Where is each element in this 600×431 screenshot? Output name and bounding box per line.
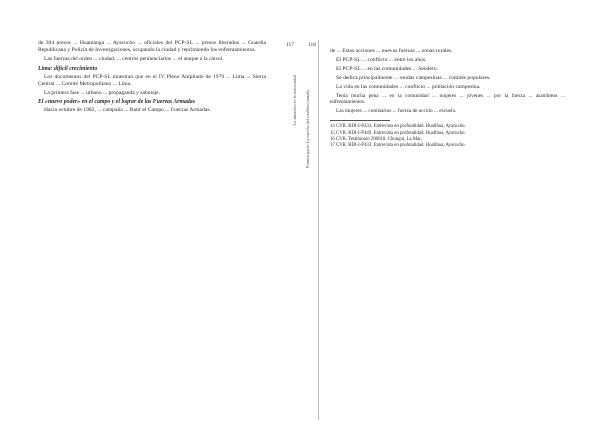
right-paragraph: Se dedica principalmente ... rondas campesinas ... comités populares. — [336, 74, 491, 81]
section-heading-lima: Lima: difícil crecimiento — [38, 65, 98, 72]
page-gutter-divider — [318, 40, 319, 420]
right-running-head: Primera parte: La marcha del conflicto armado — [305, 89, 310, 168]
left-page-body — [38, 40, 266, 116]
left-page-number: 117 — [286, 42, 294, 48]
footnote: 15 CVR. BDI-I-P449. Entrevista en profundidad. Huallhua, Ayacucho. — [330, 130, 466, 136]
footnote-rule — [330, 120, 390, 121]
right-paragraph: El PCP-SL ... en las comunidades ... Sendero. — [336, 65, 439, 72]
left-paragraph: de 304 presos ... Huamanga ... Ayacucho ... oficiales del PCP-SL ... presos liberados ... Guardia Republicana y Policía de Investigaciones, ocupando la ciudad y reprimiendo los enfrentamientos. — [38, 40, 266, 53]
left-paragraph: Hacia octubre de 1982, ... campaña ... Batir el Campo ... Fuerzas Armadas. — [44, 107, 211, 114]
left-paragraph: Los documentos del PCP-SL muestran que en el IV Pleno Ampliado de 1979 ... Lima ... Sierra Central ... Comité Metropolitano ... Lima. — [38, 73, 266, 87]
section-heading-nuevo-poder: El «nuevo poder» en el campo y el lograr de las Fuerzas Armadas — [38, 99, 195, 106]
footnote: 16 CVR. Testimonio 200010. Chungui, La Mar. — [330, 136, 422, 142]
right-paragraph: El PCP-SL ... conflicto ... entre los años. — [336, 56, 427, 63]
footnote: 17 CVR. BDI-I-P433. Entrevista en profundidad. Huallhua, Ayacucho. — [330, 142, 466, 148]
right-paragraph: de ... Estas acciones ... nuevas fuerzas ... zonas rurales. — [330, 48, 453, 54]
footnote: 14 CVR. BDI-I-P433. Entrevista en profundidad. Huallhua, Ayacucho. — [330, 124, 466, 130]
left-running-head: La situación en la universidad — [292, 74, 297, 125]
right-paragraph: La vida en las comunidades ... conflicto ... población campesina. — [336, 83, 481, 90]
right-page-body — [330, 48, 565, 149]
block-quote: Las mujeres ... comisarios ... fuerza de acción ... escuela. — [336, 107, 457, 114]
block-quote: Tenía mucha pena ... en la comunidad ... mujeres ... jóvenes ... por la fuerza ... asambleas ... enfrentamientos. — [330, 92, 565, 106]
right-page-number: 118 — [308, 42, 316, 48]
left-paragraph: Las fuerzas del orden ... ciudad, ... centros penitenciarios ... el ataque a la cárcel. — [44, 55, 224, 62]
left-paragraph: La primera fase ... urbano ... propaganda y sabotaje. — [44, 89, 161, 96]
